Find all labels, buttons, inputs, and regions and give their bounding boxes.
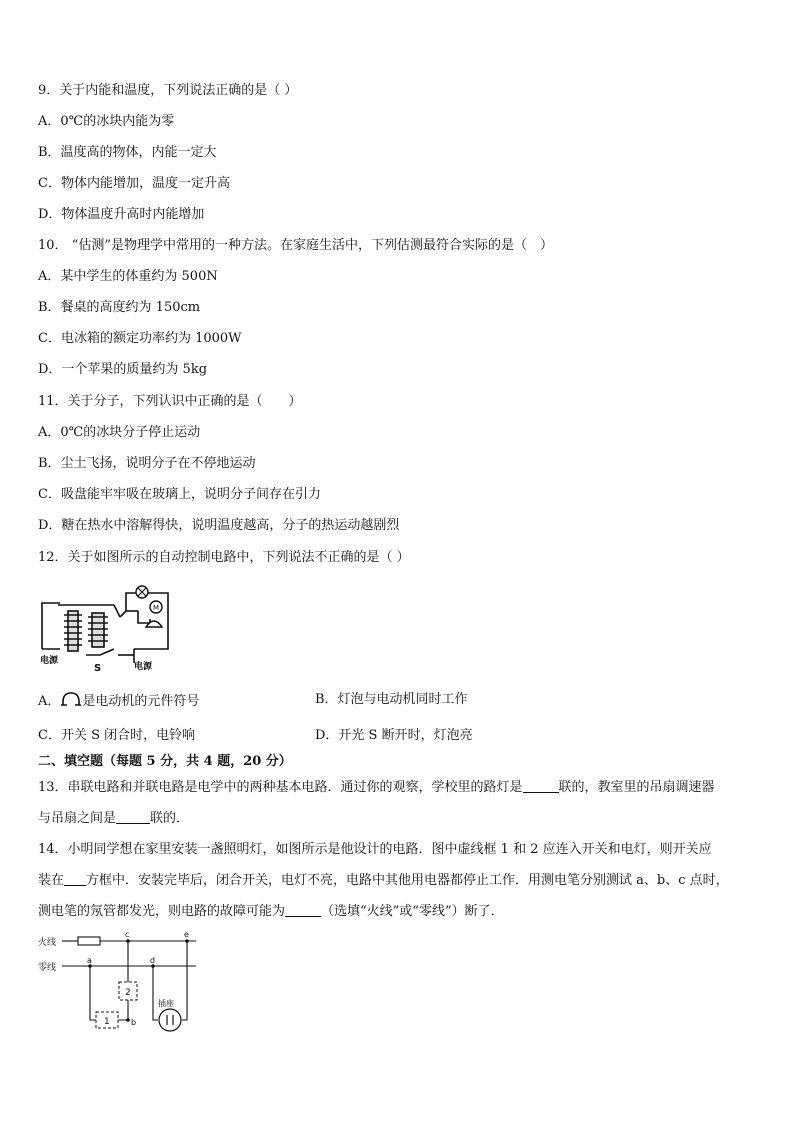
fig14-point-b: b	[131, 1018, 137, 1027]
q10-option-d: D．一个苹果的质量约为 5kg	[38, 362, 208, 377]
fig14-neutral-label: 零线	[38, 963, 57, 973]
fig14-live-label: 火线	[38, 938, 57, 948]
q14-line-1: 14．小明同学想在家里安装一盏照明灯，如图所示是他设计的电路．图中虚线框 1 和 2 应连入开关和电灯，则开关应	[38, 842, 712, 857]
q14-text-1: 装在	[38, 873, 65, 888]
fig14-point-d: d	[150, 956, 156, 965]
q13-text-1: 13．串联电路和并联电路是电学中的两种基本电路．通过你的观察，学校里的路灯是	[38, 780, 523, 795]
fig14-point-c: c	[125, 930, 130, 939]
q12-option-b: B．灯泡与电动机同时工作	[315, 692, 468, 707]
fig12-label-right: 电源	[134, 662, 153, 672]
fig14-point-e: e	[184, 930, 189, 939]
q14-text-3: 测电笔的氖管都发光，则电路的故障可能为	[38, 904, 286, 919]
fig12-label-left: 电源	[40, 656, 59, 666]
q9-option-a: A．0℃的冰块内能为零	[38, 114, 175, 129]
q12-option-a-prefix: A．	[38, 694, 61, 709]
fig14-box-1: 1	[104, 1017, 110, 1027]
q14-line-2	[38, 872, 729, 890]
q10-option-c: C．电冰箱的额定功率约为 1000W	[38, 331, 242, 346]
fig14-socket-label: 插座	[158, 999, 174, 1008]
house-wiring-figure	[36, 928, 198, 1032]
q9-stem: 9．关于内能和温度，下列说法正确的是（ ）	[38, 83, 298, 98]
q9-option-d: D．物体温度升高时内能增加	[38, 207, 205, 222]
q10-stem: 10． “估测”是物理学中常用的一种方法。在家庭生活中，下列估测最符合实际的是（ ）	[38, 238, 553, 253]
q9-option-b: B．温度高的物体，内能一定大	[38, 145, 217, 160]
q12-option-a-text: 是电动机的元件符号	[82, 694, 200, 709]
q11-option-d: D．糖在热水中溶解得快，说明温度越高，分子的热运动越剧烈	[38, 518, 400, 533]
q13-text-4: 联的．	[150, 811, 190, 826]
q14-line-3	[38, 903, 504, 921]
section-heading-fill-in: 二、填空题（每题 5 分，共 4 题，20 分）	[38, 754, 292, 769]
q13-line-2	[38, 810, 189, 828]
q13-blank-2[interactable]	[116, 810, 150, 824]
q10-option-a: A．某中学生的体重约为 500N	[38, 269, 218, 284]
q13-line-1	[38, 779, 715, 797]
q14-text-4: （选填“火线”或“零线”）断了．	[321, 904, 504, 919]
q13-text-3: 与吊扇之间是	[38, 811, 117, 826]
q11-option-c: C．吸盘能牢牢吸在玻璃上，说明分子间存在引力	[38, 487, 321, 502]
svg-text:M: M	[153, 604, 160, 612]
q12-option-d: D．开光 S 断开时，灯泡亮	[315, 728, 473, 743]
q11-stem: 11．关于分子，下列认识中正确的是（ ）	[38, 394, 302, 409]
bell-symbol-icon	[60, 691, 82, 713]
q9-option-c: C．物体内能增加，温度一定升高	[38, 176, 230, 191]
relay-circuit-figure	[38, 583, 178, 673]
q12-stem: 12．关于如图所示的自动控制电路中，下列说法不正确的是（ ）	[38, 550, 410, 565]
q11-option-a: A．0℃的冰块分子停止运动	[38, 425, 201, 440]
q14-blank-1[interactable]	[64, 872, 86, 886]
q13-text-2: 联的，教室里的吊扇调速器	[558, 780, 715, 795]
q12-option-c: C．开关 S 闭合时，电铃响	[38, 728, 196, 743]
q14-text-2: 方框中．安装完毕后，闭合开关，电灯不亮，电路中其他用电器都停止工作．用测电笔分别测试 a、b、c 点时，	[86, 873, 729, 888]
fig14-box-2: 2	[125, 988, 131, 998]
q12-option-a	[38, 691, 199, 713]
fig12-label-s: S	[94, 663, 102, 673]
fig14-point-a: a	[87, 956, 92, 965]
q13-blank-1[interactable]	[523, 779, 559, 793]
q11-option-b: B．尘土飞扬，说明分子在不停地运动	[38, 456, 256, 471]
q14-blank-2[interactable]	[285, 903, 321, 917]
q10-option-b: B．餐桌的高度约为 150cm	[38, 300, 201, 315]
